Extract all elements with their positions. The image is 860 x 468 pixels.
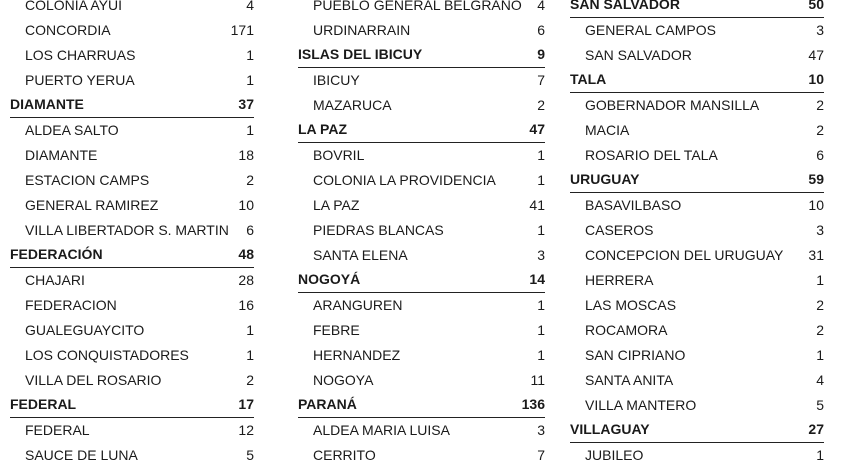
- locality-count: 1: [816, 272, 824, 288]
- locality-row: [298, 243, 545, 268]
- department-header-row: [298, 393, 545, 418]
- locality-row: [570, 268, 824, 293]
- locality-count: 1: [537, 172, 545, 188]
- locality-row: [298, 193, 545, 218]
- locality-count: 1: [537, 297, 545, 313]
- locality-row: [570, 18, 824, 43]
- locality-count: 1: [537, 222, 545, 238]
- locality-name: MAZARUCA: [313, 97, 392, 113]
- department-header-row: [10, 93, 254, 118]
- locality-name: SAN CIPRIANO: [585, 347, 686, 363]
- locality-name: SAUCE DE LUNA: [25, 447, 138, 463]
- department-header-row: [298, 268, 545, 293]
- department-name: DIAMANTE: [10, 96, 84, 112]
- department-name: SAN SALVADOR: [570, 0, 680, 12]
- locality-count: 1: [246, 122, 254, 138]
- locality-row: [298, 93, 545, 118]
- department-total: 9: [537, 46, 545, 62]
- locality-row: [298, 418, 545, 443]
- locality-row: [570, 318, 824, 343]
- locality-count: 1: [537, 347, 545, 363]
- department-header-row: [10, 393, 254, 418]
- locality-row: [570, 218, 824, 243]
- locality-row: [570, 143, 824, 168]
- locality-name: CASEROS: [585, 222, 654, 238]
- locality-row: [10, 193, 254, 218]
- department-total: 47: [529, 121, 545, 137]
- department-name: FEDERAL: [10, 396, 77, 412]
- locality-count: 31: [808, 247, 824, 263]
- locality-row: [10, 343, 254, 368]
- locality-count: 5: [246, 447, 254, 463]
- locality-row: [10, 43, 254, 68]
- department-name: URUGUAY: [570, 171, 640, 187]
- locality-name: VILLA MANTERO: [585, 397, 697, 413]
- locality-name: ARANGUREN: [313, 297, 403, 313]
- locality-name: DIAMANTE: [25, 147, 98, 163]
- locality-count: 1: [816, 447, 824, 463]
- locality-count: 3: [537, 422, 545, 438]
- locality-name: VILLA DEL ROSARIO: [25, 372, 162, 388]
- locality-row: [298, 443, 545, 468]
- locality-count: 1: [246, 47, 254, 63]
- locality-row: [570, 243, 824, 268]
- department-header-row: [570, 168, 824, 193]
- locality-count: 2: [816, 122, 824, 138]
- locality-row: [570, 293, 824, 318]
- locality-name: PUERTO YERUA: [25, 72, 135, 88]
- locality-count: 1: [246, 322, 254, 338]
- locality-row: [10, 168, 254, 193]
- locality-row: [10, 368, 254, 393]
- locality-row: [298, 68, 545, 93]
- locality-row: [298, 143, 545, 168]
- department-total: 14: [529, 271, 545, 287]
- locality-row: [570, 193, 824, 218]
- locality-row: [10, 443, 254, 468]
- locality-name: BOVRIL: [313, 147, 365, 163]
- locality-row: [10, 143, 254, 168]
- locality-name: LOS CHARRUAS: [25, 47, 136, 63]
- locality-count: 2: [246, 372, 254, 388]
- locality-name: URDINARRAIN: [313, 22, 411, 38]
- locality-name: HERRERA: [585, 272, 654, 288]
- locality-row: [298, 343, 545, 368]
- locality-name: LAS MOSCAS: [585, 297, 677, 313]
- locality-name: SANTA ANITA: [585, 372, 674, 388]
- locality-name: FEDERACION: [25, 297, 117, 313]
- locality-name: NOGOYA: [313, 372, 374, 388]
- locality-count: 171: [230, 22, 254, 38]
- locality-row: [298, 168, 545, 193]
- locality-count: 3: [816, 22, 824, 38]
- locality-name: COLONIA LA PROVIDENCIA: [313, 172, 496, 188]
- locality-name: MACIA: [585, 122, 630, 138]
- department-header-row: [570, 68, 824, 93]
- locality-count: 4: [816, 372, 824, 388]
- department-total: 37: [238, 96, 254, 112]
- locality-name: GOBERNADOR MANSILLA: [585, 97, 760, 113]
- locality-row: [10, 293, 254, 318]
- locality-row: [10, 418, 254, 443]
- locality-count: 2: [537, 97, 545, 113]
- locality-name: SANTA ELENA: [313, 247, 408, 263]
- locality-count: 6: [816, 147, 824, 163]
- locality-name: SAN SALVADOR: [585, 47, 692, 63]
- column-1: [10, 0, 254, 468]
- locality-count: 6: [537, 22, 545, 38]
- department-header-row: [570, 0, 824, 18]
- locality-count: 4: [246, 0, 254, 13]
- locality-row: [298, 318, 545, 343]
- department-total: 136: [521, 396, 545, 412]
- locality-count: 10: [808, 197, 824, 213]
- locality-count: 1: [816, 347, 824, 363]
- locality-row: [298, 0, 545, 18]
- locality-count: 1: [246, 347, 254, 363]
- locality-name: LA PAZ: [313, 197, 360, 213]
- locality-row: [570, 93, 824, 118]
- department-total: 59: [808, 171, 824, 187]
- locality-name: IBICUY: [313, 72, 360, 88]
- column-3: [570, 0, 824, 468]
- locality-count: 16: [238, 297, 254, 313]
- locality-name: FEDERAL: [25, 422, 90, 438]
- locality-count: 18: [238, 147, 254, 163]
- locality-count: 2: [246, 172, 254, 188]
- department-header-row: [10, 243, 254, 268]
- department-total: 27: [808, 421, 824, 437]
- locality-name: CONCORDIA: [25, 22, 111, 38]
- locality-name: BASAVILBASO: [585, 197, 682, 213]
- locality-count: 7: [537, 447, 545, 463]
- locality-row: [570, 43, 824, 68]
- locality-name: LOS CONQUISTADORES: [25, 347, 189, 363]
- locality-row: [570, 343, 824, 368]
- department-total: 50: [808, 0, 824, 12]
- column-2: [298, 0, 545, 468]
- locality-count: 2: [816, 297, 824, 313]
- locality-count: 6: [246, 222, 254, 238]
- locality-row: [298, 218, 545, 243]
- locality-name: CERRITO: [313, 447, 376, 463]
- locality-row: [10, 218, 254, 243]
- department-header-row: [298, 118, 545, 143]
- locality-row: [570, 368, 824, 393]
- locality-name: JUBILEO: [585, 447, 644, 463]
- locality-row: [10, 118, 254, 143]
- locality-name: ALDEA MARIA LUISA: [313, 422, 450, 438]
- locality-name: PUEBLO GENERAL BELGRANO: [313, 0, 522, 13]
- locality-row: [298, 293, 545, 318]
- locality-name: COLONIA AYUI: [25, 0, 122, 13]
- locality-name: VILLA LIBERTADOR S. MARTIN: [25, 222, 229, 238]
- department-header-row: [298, 43, 545, 68]
- department-name: ISLAS DEL IBICUY: [298, 46, 423, 62]
- locality-row: [10, 268, 254, 293]
- department-name: PARANÁ: [298, 396, 357, 412]
- locality-row: [10, 318, 254, 343]
- locality-row: [570, 118, 824, 143]
- locality-count: 1: [246, 72, 254, 88]
- locality-name: ROCAMORA: [585, 322, 668, 338]
- locality-row: [10, 0, 254, 18]
- locality-name: ALDEA SALTO: [25, 122, 119, 138]
- department-name: LA PAZ: [298, 121, 347, 137]
- locality-count: 11: [530, 372, 545, 388]
- locality-name: ESTACION CAMPS: [25, 172, 150, 188]
- locality-count: 7: [537, 72, 545, 88]
- locality-count: 3: [537, 247, 545, 263]
- locality-row: [10, 68, 254, 93]
- locality-name: CONCEPCION DEL URUGUAY: [585, 247, 784, 263]
- locality-count: 1: [537, 322, 545, 338]
- locality-name: ROSARIO DEL TALA: [585, 147, 718, 163]
- locality-row: [10, 18, 254, 43]
- locality-name: HERNANDEZ: [313, 347, 401, 363]
- locality-count: 3: [816, 222, 824, 238]
- department-name: VILLAGUAY: [570, 421, 650, 437]
- department-name: TALA: [570, 71, 607, 87]
- locality-row: [570, 443, 824, 468]
- department-total: 17: [238, 396, 254, 412]
- locality-count: 41: [529, 197, 545, 213]
- locality-count: 2: [816, 97, 824, 113]
- locality-name: GENERAL RAMIREZ: [25, 197, 159, 213]
- locality-count: 28: [238, 272, 254, 288]
- locality-row: [298, 18, 545, 43]
- department-total: 10: [808, 71, 824, 87]
- department-name: NOGOYÁ: [298, 271, 361, 287]
- locality-count: 4: [537, 0, 545, 13]
- locality-row: [298, 368, 545, 393]
- department-total: 48: [238, 246, 254, 262]
- locality-row: [570, 393, 824, 418]
- locality-count: 47: [808, 47, 824, 63]
- locality-count: 5: [816, 397, 824, 413]
- locality-count: 2: [816, 322, 824, 338]
- department-name: FEDERACIÓN: [10, 246, 103, 262]
- locality-count: 12: [238, 422, 254, 438]
- department-header-row: [570, 418, 824, 443]
- locality-name: CHAJARI: [25, 272, 85, 288]
- locality-name: GUALEGUAYCITO: [25, 322, 145, 338]
- locality-name: GENERAL CAMPOS: [585, 22, 716, 38]
- locality-count: 1: [537, 147, 545, 163]
- locality-count: 10: [238, 197, 254, 213]
- locality-name: PIEDRAS BLANCAS: [313, 222, 444, 238]
- locality-name: FEBRE: [313, 322, 360, 338]
